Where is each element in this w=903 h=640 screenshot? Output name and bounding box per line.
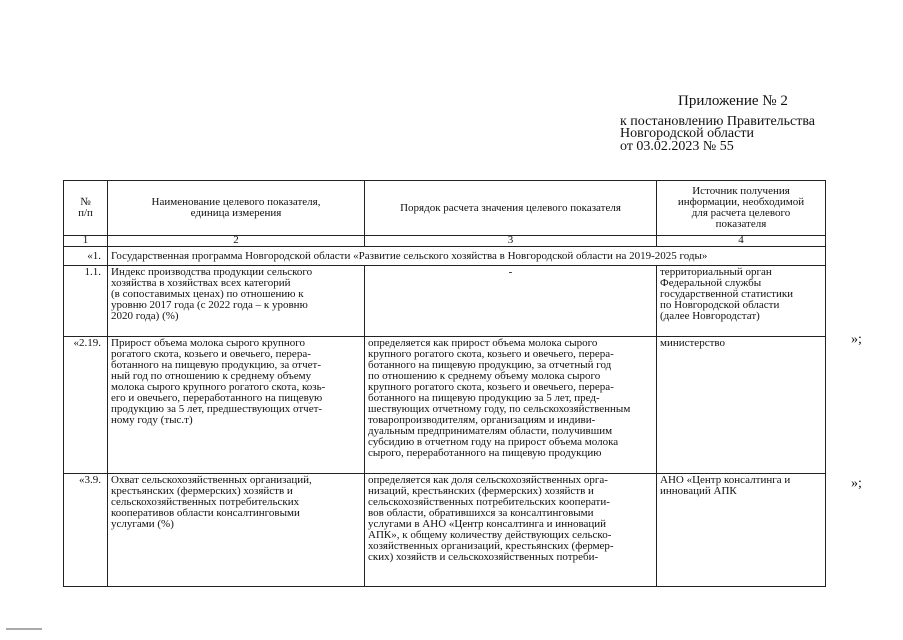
appendix-title: Приложение № 2: [678, 93, 788, 109]
calculation-method: -: [365, 266, 657, 337]
column-number: 2: [108, 236, 365, 247]
indicator-name: Индекс производства продукции сельского хозяйства в хозяйствах всех категорий (в сопоставимых ценах) по отношению к уровню 2017 года (с 2022 года – к уровню 2020 года) (%): [108, 266, 365, 337]
appendix-ref-line-3: от 03.02.2023 № 55: [620, 139, 734, 154]
table-row: [64, 474, 826, 587]
scan-edge-mark: [6, 628, 42, 630]
info-source: АНО «Центр консалтинга и инноваций АПК: [657, 474, 826, 587]
column-number: 4: [657, 236, 826, 247]
header-num: № п/п: [64, 181, 108, 236]
indicator-name: Охват сельскохозяйственных организаций, крестьянских (фермерских) хозяйств и сельскохозяйственных потребительских кооперативов области консалтинговыми услугами (%): [108, 474, 365, 587]
program-row: [64, 247, 826, 266]
row-closing-quote: »;: [851, 332, 862, 347]
column-number-row: [64, 236, 826, 247]
table-row: [64, 266, 826, 337]
info-source: министерство: [657, 337, 826, 474]
info-source: территориальный орган Федеральной службы государственной статистики по Новгородской области (далее Новгородстат): [657, 266, 826, 337]
program-num: «1.: [64, 247, 108, 266]
table-header-row: [64, 181, 826, 236]
row-closing-quote: »;: [851, 476, 862, 491]
column-number: 3: [365, 236, 657, 247]
calculation-method: определяется как доля сельскохозяйственных орга- низаций, крестьянских (фермерских) хозяйств и сельскохозяйственных потребительских кооперати- вов области, обратившихся за консалтинговыми услугами в АНО «Центр консалтинга и инноваций АПК», к общему количеству действующих сельско- хозяйственных организаций, крестьянских (фермер- ских) хозяйств и сельскохозяйственных потреби-: [365, 474, 657, 587]
header-indicator-name: Наименование целевого показателя, единица измерения: [108, 181, 365, 236]
program-title: Государственная программа Новгородской области «Развитие сельского хозяйства в Новгородской области на 2019-2025 годы»: [108, 247, 826, 266]
indicator-name: Прирост объема молока сырого крупного рогатого скота, козьего и овечьего, перера- ботанного на пищевую продукцию, за отчет- ный год по отношению к среднему объему молока сырого крупного рогатого скота, козь- его и овечьего, переработанного на пищевую продукцию за 5 лет, предшествующих отчет- ному году (тыс.т): [108, 337, 365, 474]
calculation-method: определяется как прирост объема молока сырого крупного рогатого скота, козьего и овечьего, перера- ботанного на пищевую продукцию, за отчетный год по отношению к среднему объему молока сырого крупного рогатого скота, козьего и овечьего, перера- ботанного на пищевую продукцию за 5 лет, пред- шествующих отчетному году, по сельскохозяйственным товаропроизводителям, организациям и индиви- дуальным предпринимателям области, получившим субсидию в отчетном году на прирост объема молока сырого, переработанного на пищевую продукцию: [365, 337, 657, 474]
row-num: «2.19.: [64, 337, 108, 474]
row-num: «3.9.: [64, 474, 108, 587]
indicators-table: [63, 180, 826, 587]
header-calculation-method: Порядок расчета значения целевого показателя: [365, 181, 657, 236]
appendix-ref-line-2: Новгородской области: [620, 126, 754, 141]
column-number: 1: [64, 236, 108, 247]
header-info-source: Источник получения информации, необходимой для расчета целевого показателя: [657, 181, 826, 236]
row-num: 1.1.: [64, 266, 108, 337]
appendix-ref-line-1: к постановлению Правительства: [620, 114, 816, 129]
table-row: [64, 337, 826, 474]
